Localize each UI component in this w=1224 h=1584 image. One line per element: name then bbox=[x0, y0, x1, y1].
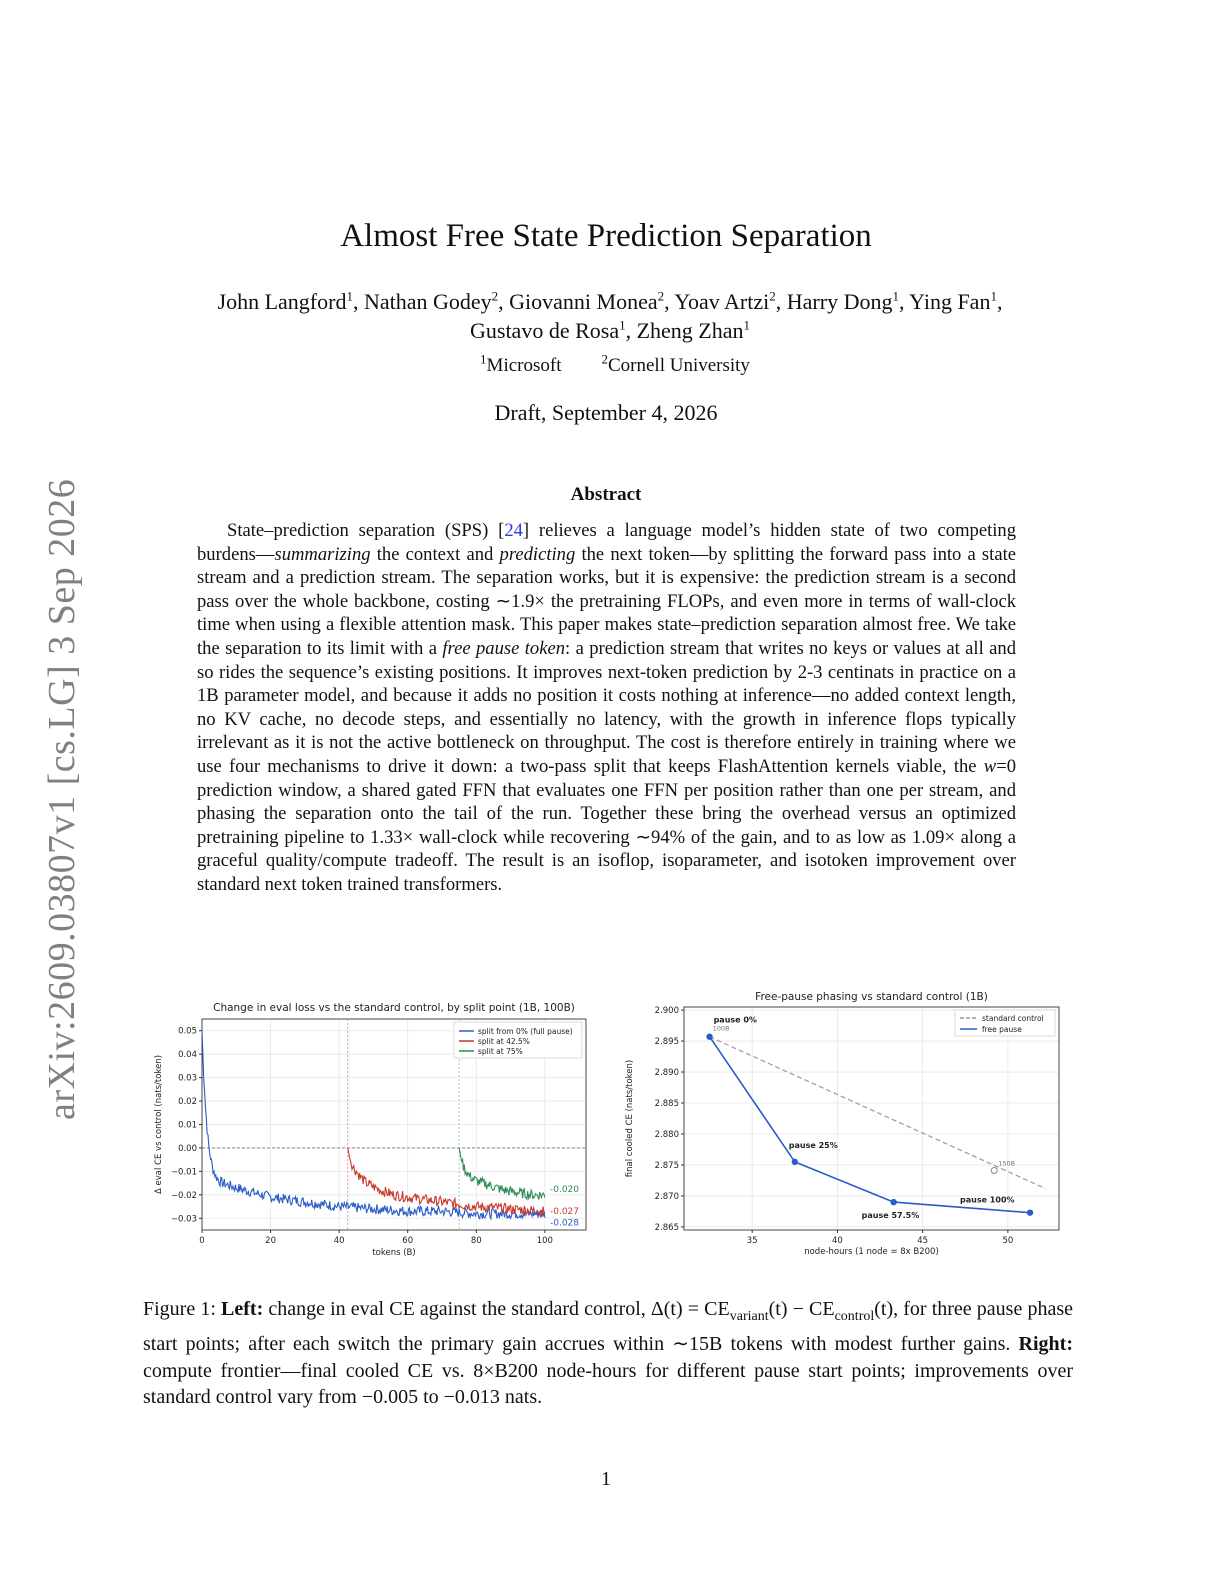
caption-left-label: Left: bbox=[221, 1298, 264, 1320]
caption-subscript: variant bbox=[729, 1309, 769, 1324]
right-chart-svg bbox=[618, 985, 1073, 1265]
author-affiliation-mark: 2 bbox=[769, 288, 776, 304]
x-tick-label: 80 bbox=[470, 1236, 482, 1246]
control-series-line bbox=[710, 1037, 1046, 1189]
y-tick-label: 0.01 bbox=[178, 1120, 197, 1131]
legend-label: split from 0% (full pause) bbox=[478, 1027, 573, 1036]
abstract-emphasis: summarizing bbox=[274, 543, 371, 565]
free-pause-series-line bbox=[710, 1037, 1030, 1213]
left-chart-svg bbox=[148, 995, 598, 1265]
y-axis-label: Δ eval CE vs control (nats/token) bbox=[154, 1054, 164, 1195]
author-name: Gustavo de Rosa bbox=[470, 318, 620, 343]
abstract-emphasis: free pause token bbox=[442, 637, 566, 659]
page-number: 1 bbox=[601, 1468, 611, 1490]
abstract-text: the next token—by splitting the forward pass into a state stream and a prediction stream. The separation works, but it is expensive: the prediction stream is a second pass over the whole backbone, costing ∼1.9× the pretraining FLOPs, and even more in terms of wall-clock time when using a flexible attention mask. This paper makes state–prediction separation almost free. We take the separation to its limit with a bbox=[197, 543, 1016, 659]
annotation-label: 100B bbox=[712, 1024, 730, 1033]
x-tick-label: 35 bbox=[746, 1236, 758, 1246]
author-name: Ying Fan bbox=[909, 289, 991, 314]
x-tick-label: 40 bbox=[333, 1236, 345, 1246]
caption-subscript: control bbox=[834, 1309, 875, 1324]
affiliation-list bbox=[0, 351, 1224, 377]
data-point bbox=[890, 1199, 896, 1205]
x-tick-label: 60 bbox=[402, 1236, 414, 1246]
series-end-label: -0.028 bbox=[550, 1218, 580, 1229]
author-affiliation-mark: 2 bbox=[491, 288, 499, 304]
arxiv-identifier: arXiv:2609.03807v1 [cs.LG] 3 Sep 2026 bbox=[41, 478, 83, 1120]
affiliation-name: Cornell University bbox=[607, 355, 750, 376]
x-axis-label: tokens (B) bbox=[372, 1248, 416, 1258]
y-tick-label: 2.895 bbox=[654, 1037, 679, 1048]
x-tick-label: 0 bbox=[199, 1236, 205, 1246]
author-name: Yoav Artzi bbox=[674, 289, 770, 314]
legend-label: split at 42.5% bbox=[478, 1037, 530, 1046]
abstract-text: State–prediction separation (SPS) [ bbox=[227, 520, 505, 541]
y-tick-label: 2.865 bbox=[654, 1222, 679, 1233]
author-name: John Langford bbox=[217, 289, 347, 314]
caption-text: compute frontier—final cooled CE vs. 8×B200 node-hours for different pause start points; improvements over standard control vary from −0.005 to −0.013 nats. bbox=[143, 1359, 1073, 1409]
legend-label: standard control bbox=[982, 1014, 1044, 1023]
chart-title: Change in eval loss vs the standard control, by split point (1B, 100B) bbox=[213, 1002, 575, 1014]
affiliation-mark: 1 bbox=[480, 351, 487, 367]
y-tick-label: −0.02 bbox=[170, 1190, 197, 1201]
abstract-text: ] relieves a language model’s hidden state of two competing burdens— bbox=[197, 520, 1017, 565]
y-tick-label: 2.870 bbox=[654, 1191, 679, 1202]
x-axis-label: node-hours (1 node = 8x B200) bbox=[804, 1247, 939, 1257]
affiliation bbox=[480, 351, 562, 376]
y-tick-label: 0.02 bbox=[178, 1097, 197, 1108]
y-tick-label: 2.900 bbox=[654, 1006, 679, 1017]
series-end-label: -0.020 bbox=[550, 1184, 580, 1195]
x-tick-label: 20 bbox=[265, 1236, 276, 1246]
series-line bbox=[459, 1148, 545, 1200]
y-axis-label: final cooled CE (nats/token) bbox=[625, 1059, 635, 1178]
y-tick-label: 2.875 bbox=[654, 1160, 679, 1171]
author-affiliation-mark: 1 bbox=[346, 288, 353, 304]
citation-link[interactable]: 24 bbox=[504, 520, 523, 541]
x-tick-label: 45 bbox=[917, 1236, 929, 1246]
abstract-body bbox=[197, 519, 1016, 897]
paper-title: Almost Free State Prediction Separation bbox=[340, 218, 872, 254]
point-label: pause 25% bbox=[788, 1140, 838, 1150]
left-figure bbox=[148, 995, 598, 1265]
abstract-text: the context and bbox=[370, 543, 500, 565]
y-tick-label: 0.05 bbox=[178, 1026, 197, 1037]
author-affiliation-mark: 1 bbox=[892, 288, 899, 304]
abstract-emphasis: w bbox=[983, 755, 997, 777]
author-affiliation-mark: 2 bbox=[657, 288, 665, 304]
author-name: Zheng Zhan bbox=[636, 318, 744, 343]
affiliation-name: Microsoft bbox=[486, 355, 562, 376]
abstract-heading: Abstract bbox=[570, 484, 642, 505]
caption-text: change in eval CE against the standard control, Δ(t) = CE bbox=[263, 1298, 730, 1320]
data-point bbox=[706, 1034, 712, 1040]
author-name: Giovanni Monea bbox=[509, 289, 658, 314]
point-label: pause 57.5% bbox=[861, 1211, 920, 1221]
y-tick-label: −0.01 bbox=[170, 1167, 197, 1178]
author-affiliation-mark: 1 bbox=[619, 317, 626, 333]
annotation-label: 150B bbox=[998, 1159, 1016, 1168]
author-affiliation-mark: 1 bbox=[743, 317, 750, 333]
abstract-text: : a prediction stream that writes no keys or values at all and so rides the sequence’s existing positions. It improves next-token prediction by 2-3 centinats in practice on a 1B parameter model, and because it adds no position it costs nothing at inference—no added context length, no KV cache, no decode steps, and essentially no latency, with the growth in inference flops typically irrelevant as it is not the active bottleneck on throughput. The cost is therefore entirely in training where we use four mechanisms to drive it down: a two-pass split that keeps FlashAttention kernels viable, the bbox=[197, 637, 1016, 777]
y-tick-label: −0.03 bbox=[170, 1214, 197, 1225]
caption-right-label: Right: bbox=[1018, 1332, 1073, 1355]
chart-title: Free-pause phasing vs standard control (1B) bbox=[755, 991, 988, 1003]
author-affiliation-mark: 1 bbox=[990, 288, 997, 304]
author-list: John Langford$^1$, Nathan Godey$^2$, Giovanni Monea$^2$, Yoav Artzi$^2$, Harry Dong$^1$, Ying Fan$^1$, Gustavo de Rosa$^1$, Zheng Zhan$^1$ bbox=[217, 288, 1003, 343]
caption-prefix: Figure 1: bbox=[143, 1298, 222, 1320]
point-label: pause 0% bbox=[713, 1015, 757, 1025]
y-tick-label: 0.00 bbox=[178, 1143, 197, 1154]
caption-text: (t), for three pause phase start points; after each switch the primary gain accrues within ∼15B tokens with modest further gains. bbox=[143, 1298, 1073, 1355]
series-end-label: -0.027 bbox=[550, 1207, 580, 1218]
y-tick-label: 2.885 bbox=[654, 1099, 679, 1110]
x-tick-label: 40 bbox=[831, 1236, 843, 1246]
data-point bbox=[792, 1159, 798, 1165]
y-tick-label: 0.04 bbox=[178, 1050, 197, 1061]
y-tick-label: 0.03 bbox=[178, 1073, 197, 1084]
data-point bbox=[1027, 1209, 1033, 1215]
x-tick-label: 100 bbox=[536, 1236, 553, 1246]
y-tick-label: 2.890 bbox=[654, 1068, 679, 1079]
hollow-marker bbox=[991, 1168, 997, 1174]
point-label: pause 100% bbox=[960, 1195, 1015, 1205]
affiliation bbox=[601, 351, 750, 376]
abstract-text: =0 prediction window, a shared gated FFN that evaluates one FFN per position rather than one per stream, and phasing the separation onto the tail of the run. Together these bring the overhead versus an optimized pretraining pipeline to 1.33× wall-clock while recovering ∼94% of the gain, and to as low as 1.09× along a graceful quality/compute tradeoff. The result is an isoflop, isoparameter, and isotoken improvement over standard next token trained transformers. bbox=[197, 755, 1016, 895]
y-tick-label: 2.880 bbox=[654, 1129, 679, 1140]
legend-label: split at 75% bbox=[478, 1047, 523, 1056]
right-figure bbox=[618, 985, 1073, 1265]
affiliation-mark: 2 bbox=[601, 351, 608, 367]
author-name: Harry Dong bbox=[786, 289, 893, 314]
caption-text: (t) − CE bbox=[768, 1298, 835, 1320]
x-tick-label: 50 bbox=[1002, 1236, 1014, 1246]
legend-label: free pause bbox=[982, 1025, 1022, 1034]
author-name: Nathan Godey bbox=[363, 289, 492, 314]
figure-caption bbox=[143, 1296, 1073, 1411]
abstract-emphasis: predicting bbox=[499, 543, 576, 565]
paper-date: Draft, September 4, 2026 bbox=[494, 400, 718, 425]
